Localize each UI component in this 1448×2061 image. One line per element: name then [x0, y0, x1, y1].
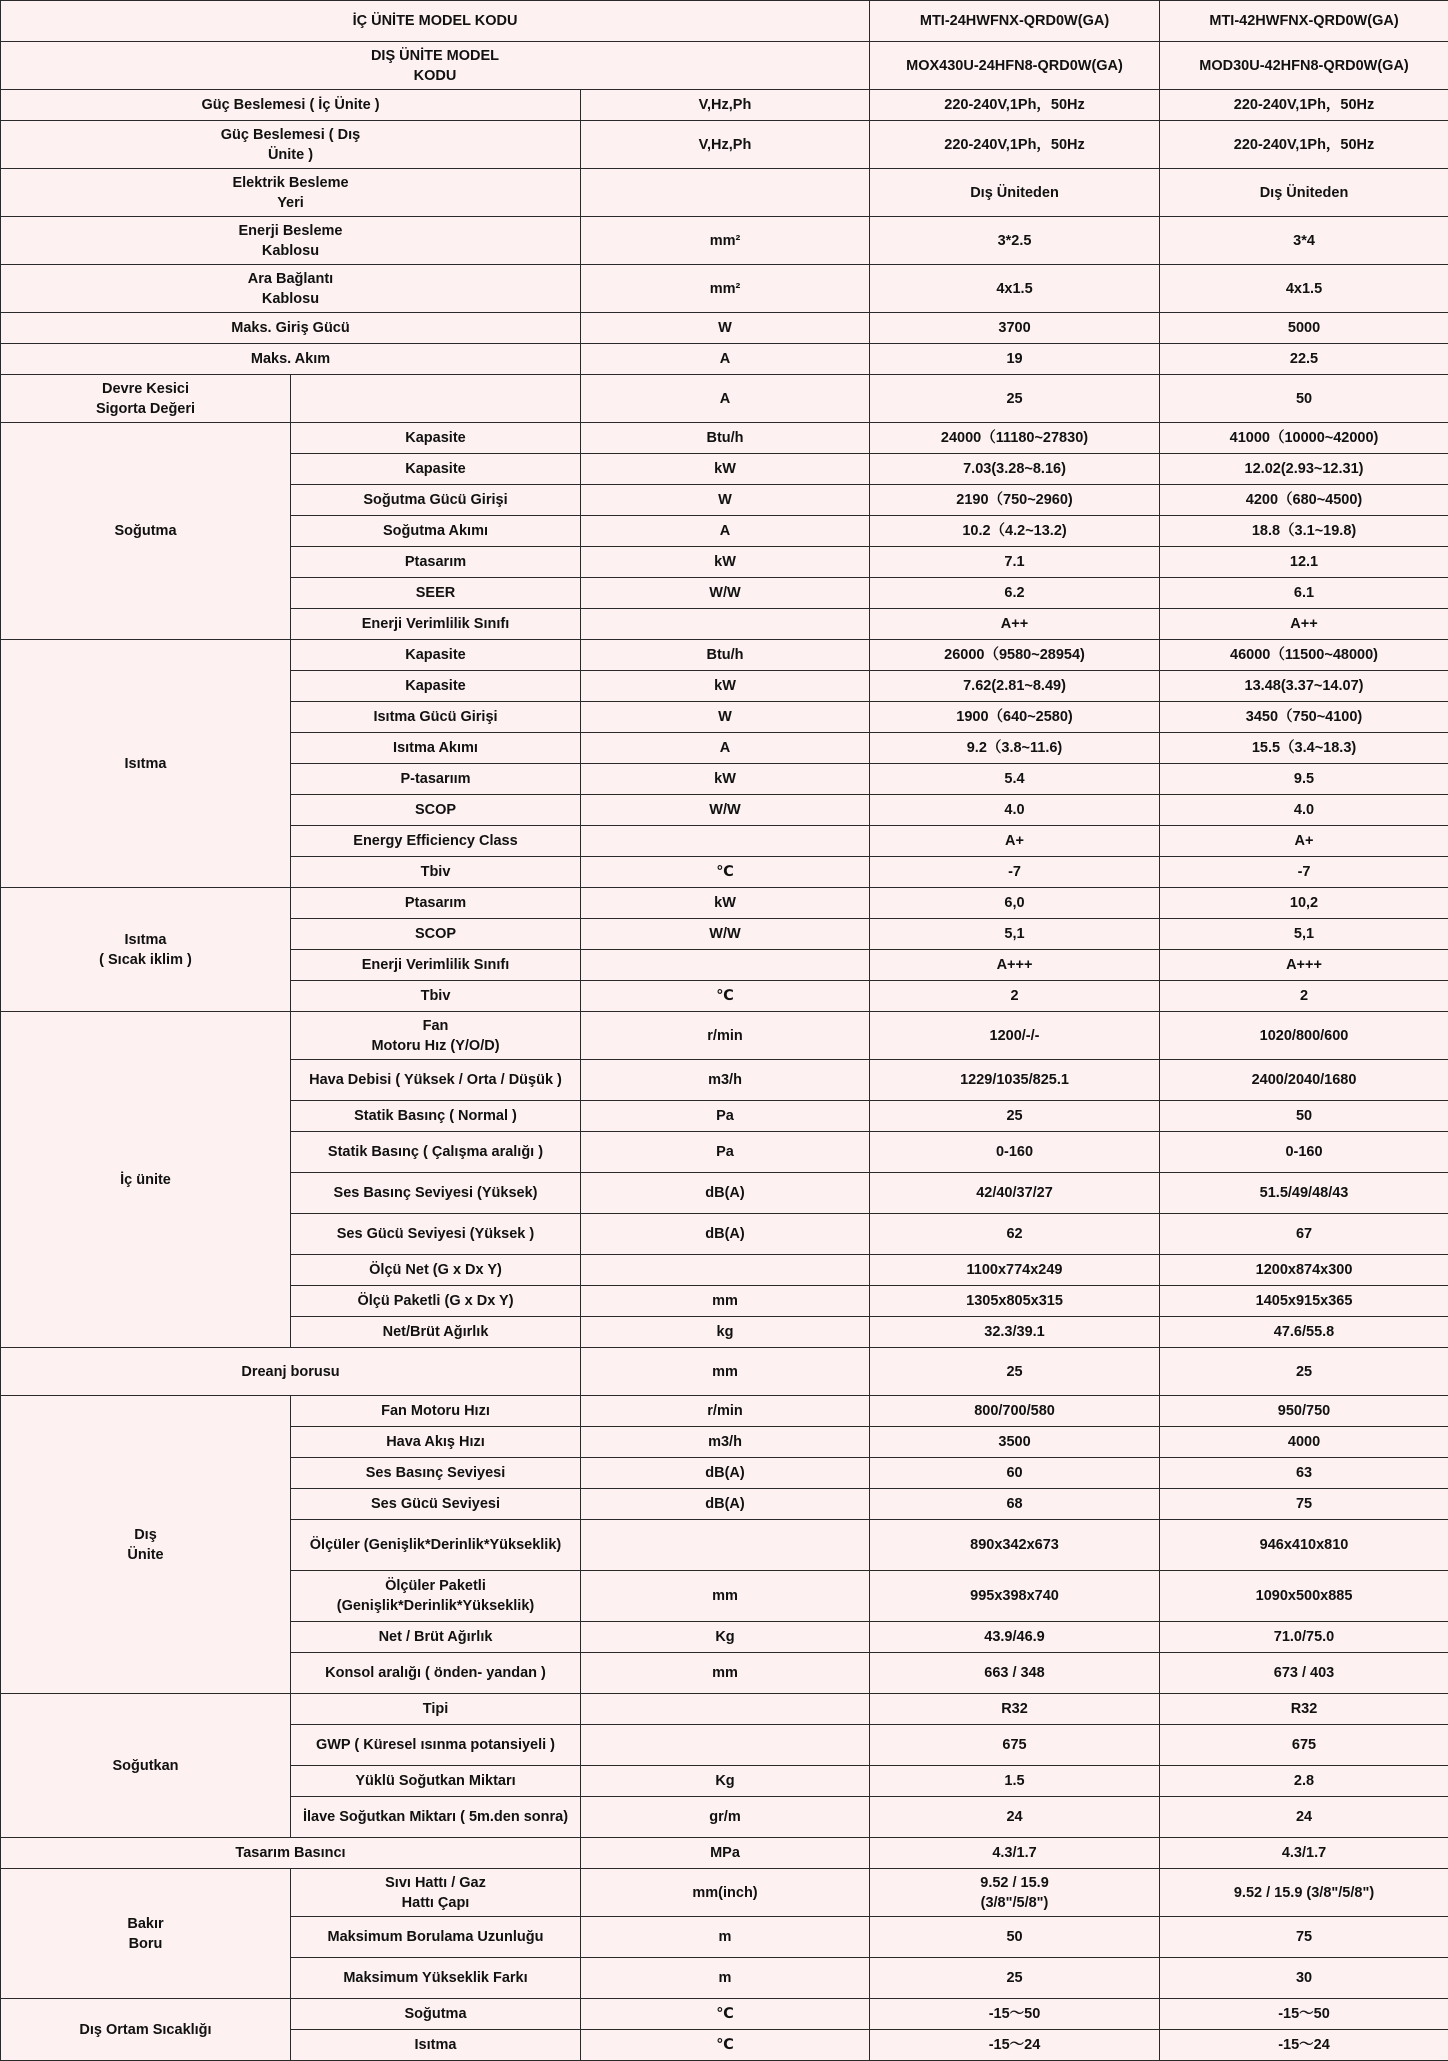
- value-model-2: 220-240V,1Ph，50Hz: [1160, 121, 1448, 169]
- value-model-2: 2: [1160, 981, 1448, 1012]
- indoor-group-label: İç ünite: [1, 1012, 291, 1348]
- value-model-2: -7: [1160, 857, 1448, 888]
- unit-cell: W: [581, 313, 870, 344]
- value-model-2: 9.5: [1160, 764, 1448, 795]
- value-model-2: 4200（680~4500): [1160, 485, 1448, 516]
- param-label: Tipi: [291, 1694, 581, 1725]
- general-row: [1, 313, 1448, 344]
- value-model-1: A+: [870, 826, 1160, 857]
- value-model-1: 675: [870, 1725, 1160, 1766]
- value-model-2: 46000（11500~48000): [1160, 640, 1448, 671]
- value-model-1: 5.4: [870, 764, 1160, 795]
- value-model-2: 1020/800/600: [1160, 1012, 1448, 1060]
- indoor-model-2: MTI-42HWFNX-QRD0W(GA): [1160, 1, 1448, 42]
- value-model-1: 2: [870, 981, 1160, 1012]
- header-row-outdoor: [1, 42, 1448, 90]
- value-model-2: 50: [1160, 1101, 1448, 1132]
- heating-group-label: Isıtma: [1, 640, 291, 888]
- unit-cell: ℃: [581, 2030, 870, 2061]
- value-model-1: 19: [870, 344, 1160, 375]
- row-label: Maks. Giriş Gücü: [1, 313, 581, 344]
- value-model-1: 6,0: [870, 888, 1160, 919]
- design_pressure-row: [1, 1838, 1448, 1869]
- param-label: Fan Motoru Hızı: [291, 1396, 581, 1427]
- value-model-2: 22.5: [1160, 344, 1448, 375]
- value-model-2: 12.02(2.93~12.31): [1160, 454, 1448, 485]
- drain-row: [1, 1348, 1448, 1396]
- unit-cell: dB(A): [581, 1458, 870, 1489]
- value-model-1: 995x398x740: [870, 1571, 1160, 1622]
- value-model-1: 3700: [870, 313, 1160, 344]
- value-model-2: 9.52 / 15.9 (3/8"/5/8"): [1160, 1869, 1448, 1917]
- value-model-2: 6.1: [1160, 578, 1448, 609]
- design_pressure-label: Tasarım Basıncı: [1, 1838, 581, 1869]
- param-label: Isıtma Akımı: [291, 733, 581, 764]
- unit-cell: [581, 1520, 870, 1571]
- param-label: Statik Basınç ( Çalışma aralığı ): [291, 1132, 581, 1173]
- value-model-1: 3*2.5: [870, 217, 1160, 265]
- param-label: Soğutma Akımı: [291, 516, 581, 547]
- value-model-2: 3*4: [1160, 217, 1448, 265]
- general-row: [1, 265, 1448, 313]
- row-label: Maks. Akım: [1, 344, 581, 375]
- value-model-2: 5000: [1160, 313, 1448, 344]
- unit-cell: W: [581, 702, 870, 733]
- value-model-2: A++: [1160, 609, 1448, 640]
- value-model-2: 24: [1160, 1797, 1448, 1838]
- ambient-row: [1, 1999, 1448, 2030]
- value-model-1: 0-160: [870, 1132, 1160, 1173]
- param-label: Ses Gücü Seviyesi (Yüksek ): [291, 1214, 581, 1255]
- param-label: Kapasite: [291, 454, 581, 485]
- value-model-2: 67: [1160, 1214, 1448, 1255]
- unit-cell: kg: [581, 1317, 870, 1348]
- param-label: Energy Efficiency Class: [291, 826, 581, 857]
- param-label: Ölçüler (Genişlik*Derinlik*Yükseklik): [291, 1520, 581, 1571]
- unit-cell: ℃: [581, 981, 870, 1012]
- unit-cell: kW: [581, 764, 870, 795]
- param-label: Fan Motoru Hız (Y/O/D): [291, 1012, 581, 1060]
- param-label: Tbiv: [291, 857, 581, 888]
- value-model-2: 12.1: [1160, 547, 1448, 578]
- value-model-2: A+: [1160, 826, 1448, 857]
- unit-cell: [581, 1725, 870, 1766]
- outdoor-model-1: MOX430U-24HFN8-QRD0W(GA): [870, 42, 1160, 90]
- unit-cell: W: [581, 485, 870, 516]
- param-label: Ses Basınç Seviyesi (Yüksek): [291, 1173, 581, 1214]
- value-model-2: 71.0/75.0: [1160, 1622, 1448, 1653]
- unit-cell: mm: [581, 1348, 870, 1396]
- value-model-2: 0-160: [1160, 1132, 1448, 1173]
- param-label: Ölçü Paketli (G x Dx Y): [291, 1286, 581, 1317]
- copper-row: [1, 1869, 1448, 1917]
- param-label: Ptasarım: [291, 547, 581, 578]
- param-label: SCOP: [291, 919, 581, 950]
- value-model-1: 800/700/580: [870, 1396, 1160, 1427]
- value-model-1: 3500: [870, 1427, 1160, 1458]
- value-model-2: 1405x915x365: [1160, 1286, 1448, 1317]
- value-model-2: 950/750: [1160, 1396, 1448, 1427]
- value-model-1: 7.62(2.81~8.49): [870, 671, 1160, 702]
- param-label: Isıtma Gücü Girişi: [291, 702, 581, 733]
- row-label: Güç Beslemesi ( İç Ünite ): [1, 90, 581, 121]
- param-label: Sıvı Hattı / Gaz Hattı Çapı: [291, 1869, 581, 1917]
- value-model-1: 220-240V,1Ph，50Hz: [870, 90, 1160, 121]
- general-row: [1, 344, 1448, 375]
- value-model-2: A+++: [1160, 950, 1448, 981]
- param-label: Ölçüler Paketli (Genişlik*Derinlik*Yükseklik): [291, 1571, 581, 1622]
- value-model-1: 1200/-/-: [870, 1012, 1160, 1060]
- value-model-2: 13.48(3.37~14.07): [1160, 671, 1448, 702]
- param-label: SCOP: [291, 795, 581, 826]
- param-label: Net / Brüt Ağırlık: [291, 1622, 581, 1653]
- unit-cell: kW: [581, 454, 870, 485]
- value-model-1: 1229/1035/825.1: [870, 1060, 1160, 1101]
- value-model-1: 7.1: [870, 547, 1160, 578]
- row-label: Enerji Besleme Kablosu: [1, 217, 581, 265]
- unit-cell: m: [581, 1917, 870, 1958]
- value-model-1: 4x1.5: [870, 265, 1160, 313]
- param-label: İlave Soğutkan Miktarı ( 5m.den sonra): [291, 1797, 581, 1838]
- unit-cell: m: [581, 1958, 870, 1999]
- value-model-2: 41000（10000~42000): [1160, 423, 1448, 454]
- unit-cell: [581, 1694, 870, 1725]
- empty-cell: [291, 375, 581, 423]
- value-model-2: Dış Üniteden: [1160, 169, 1448, 217]
- value-model-2: 30: [1160, 1958, 1448, 1999]
- unit-cell: Pa: [581, 1101, 870, 1132]
- cooling-group-label: Soğutma: [1, 423, 291, 640]
- value-model-1: 1900（640~2580): [870, 702, 1160, 733]
- param-label: Maksimum Borulama Uzunluğu: [291, 1917, 581, 1958]
- unit-cell: V,Hz,Ph: [581, 90, 870, 121]
- value-model-1: 4.0: [870, 795, 1160, 826]
- value-model-2: 25: [1160, 1348, 1448, 1396]
- param-label: Konsol aralığı ( önden- yandan ): [291, 1653, 581, 1694]
- param-label: Kapasite: [291, 423, 581, 454]
- value-model-1: 43.9/46.9: [870, 1622, 1160, 1653]
- value-model-2: 4.3/1.7: [1160, 1838, 1448, 1869]
- unit-cell: Btu/h: [581, 423, 870, 454]
- value-model-1: 1100x774x249: [870, 1255, 1160, 1286]
- value-model-1: 25: [870, 1958, 1160, 1999]
- param-label: Maksimum Yükseklik Farkı: [291, 1958, 581, 1999]
- refrigerant-row: [1, 1694, 1448, 1725]
- unit-cell: V,Hz,Ph: [581, 121, 870, 169]
- value-model-1: 890x342x673: [870, 1520, 1160, 1571]
- unit-cell: gr/m: [581, 1797, 870, 1838]
- value-model-2: 220-240V,1Ph，50Hz: [1160, 90, 1448, 121]
- value-model-1: 62: [870, 1214, 1160, 1255]
- unit-cell: ℃: [581, 1999, 870, 2030]
- value-model-1: A++: [870, 609, 1160, 640]
- copper-group-label: Bakır Boru: [1, 1869, 291, 1999]
- value-model-2: 2400/2040/1680: [1160, 1060, 1448, 1101]
- value-model-2: -15～24: [1160, 2030, 1448, 2061]
- unit-cell: [581, 826, 870, 857]
- ambient-group-label: Dış Ortam Sıcaklığı: [1, 1999, 291, 2061]
- value-model-1: -7: [870, 857, 1160, 888]
- value-model-1: 1305x805x315: [870, 1286, 1160, 1317]
- heating_warm-group-label: Isıtma ( Sıcak iklim ): [1, 888, 291, 1012]
- value-model-2: 75: [1160, 1917, 1448, 1958]
- unit-cell: kW: [581, 547, 870, 578]
- param-label: P-tasarıım: [291, 764, 581, 795]
- value-model-1: 9.2（3.8~11.6): [870, 733, 1160, 764]
- heating_warm-row: [1, 888, 1448, 919]
- value-model-2: 5,1: [1160, 919, 1448, 950]
- unit-cell: A: [581, 733, 870, 764]
- value-model-1: 4.3/1.7: [870, 1838, 1160, 1869]
- row-label: Elektrik Besleme Yeri: [1, 169, 581, 217]
- refrigerant-group-label: Soğutkan: [1, 1694, 291, 1838]
- value-model-2: 4x1.5: [1160, 265, 1448, 313]
- unit-cell: W/W: [581, 578, 870, 609]
- value-model-1: R32: [870, 1694, 1160, 1725]
- value-model-2: 15.5（3.4~18.3): [1160, 733, 1448, 764]
- param-label: Tbiv: [291, 981, 581, 1012]
- unit-cell: ℃: [581, 857, 870, 888]
- general-row: [1, 375, 1448, 423]
- value-model-2: 1090x500x885: [1160, 1571, 1448, 1622]
- param-label: Isıtma: [291, 2030, 581, 2061]
- general-row: [1, 90, 1448, 121]
- unit-cell: Btu/h: [581, 640, 870, 671]
- param-label: Ptasarım: [291, 888, 581, 919]
- heating-row: [1, 640, 1448, 671]
- general-row: [1, 217, 1448, 265]
- param-label: Enerji Verimlilik Sınıfı: [291, 609, 581, 640]
- param-label: Ölçü Net (G x Dx Y): [291, 1255, 581, 1286]
- param-label: Soğutma: [291, 1999, 581, 2030]
- param-label: Hava Akış Hızı: [291, 1427, 581, 1458]
- param-label: Hava Debisi ( Yüksek / Orta / Düşük ): [291, 1060, 581, 1101]
- value-model-2: 946x410x810: [1160, 1520, 1448, 1571]
- value-model-1: 68: [870, 1489, 1160, 1520]
- unit-cell: kW: [581, 888, 870, 919]
- value-model-1: 1.5: [870, 1766, 1160, 1797]
- unit-cell: mm: [581, 1653, 870, 1694]
- value-model-1: 6.2: [870, 578, 1160, 609]
- value-model-1: 663 / 348: [870, 1653, 1160, 1694]
- value-model-1: 2190（750~2960): [870, 485, 1160, 516]
- value-model-1: 32.3/39.1: [870, 1317, 1160, 1348]
- unit-cell: r/min: [581, 1012, 870, 1060]
- header-row-indoor: [1, 1, 1448, 42]
- value-model-1: 60: [870, 1458, 1160, 1489]
- value-model-2: 673 / 403: [1160, 1653, 1448, 1694]
- general-row: [1, 169, 1448, 217]
- outdoor-row: [1, 1396, 1448, 1427]
- value-model-2: 3450（750~4100): [1160, 702, 1448, 733]
- param-label: Kapasite: [291, 640, 581, 671]
- unit-cell: [581, 609, 870, 640]
- value-model-1: 24000（11180~27830): [870, 423, 1160, 454]
- param-label: Enerji Verimlilik Sınıfı: [291, 950, 581, 981]
- param-label: Soğutma Gücü Girişi: [291, 485, 581, 516]
- unit-cell: mm: [581, 1286, 870, 1317]
- outdoor-group-label: Dış Ünite: [1, 1396, 291, 1694]
- param-label: Statik Basınç ( Normal ): [291, 1101, 581, 1132]
- param-label: Ses Gücü Seviyesi: [291, 1489, 581, 1520]
- value-model-1: 9.52 / 15.9 (3/8"/5/8"): [870, 1869, 1160, 1917]
- drain-label: Dreanj borusu: [1, 1348, 581, 1396]
- param-label: Net/Brüt Ağırlık: [291, 1317, 581, 1348]
- unit-cell: A: [581, 344, 870, 375]
- value-model-2: -15～50: [1160, 1999, 1448, 2030]
- indoor-model-label: İÇ ÜNİTE MODEL KODU: [1, 1, 870, 42]
- row-label: Ara Bağlantı Kablosu: [1, 265, 581, 313]
- value-model-1: 25: [870, 1101, 1160, 1132]
- value-model-1: 25: [870, 375, 1160, 423]
- value-model-2: 63: [1160, 1458, 1448, 1489]
- cooling-row: [1, 423, 1448, 454]
- value-model-1: 10.2（4.2~13.2): [870, 516, 1160, 547]
- value-model-2: 4000: [1160, 1427, 1448, 1458]
- value-model-1: Dış Üniteden: [870, 169, 1160, 217]
- value-model-1: 26000（9580~28954): [870, 640, 1160, 671]
- unit-cell: A: [581, 516, 870, 547]
- value-model-1: 7.03(3.28~8.16): [870, 454, 1160, 485]
- value-model-1: 25: [870, 1348, 1160, 1396]
- unit-cell: [581, 1255, 870, 1286]
- row-label: Güç Beslemesi ( Dış Ünite ): [1, 121, 581, 169]
- value-model-2: 47.6/55.8: [1160, 1317, 1448, 1348]
- unit-cell: dB(A): [581, 1489, 870, 1520]
- unit-cell: dB(A): [581, 1173, 870, 1214]
- param-label: SEER: [291, 578, 581, 609]
- value-model-2: 10,2: [1160, 888, 1448, 919]
- outdoor-model-label: DIŞ ÜNİTE MODEL KODU: [1, 42, 870, 90]
- value-model-2: 51.5/49/48/43: [1160, 1173, 1448, 1214]
- unit-cell: mm: [581, 1571, 870, 1622]
- value-model-2: 2.8: [1160, 1766, 1448, 1797]
- value-model-2: 675: [1160, 1725, 1448, 1766]
- value-model-2: 75: [1160, 1489, 1448, 1520]
- unit-cell: m3/h: [581, 1060, 870, 1101]
- unit-cell: kW: [581, 671, 870, 702]
- unit-cell: [581, 950, 870, 981]
- value-model-1: 50: [870, 1917, 1160, 1958]
- unit-cell: m3/h: [581, 1427, 870, 1458]
- param-label: Ses Basınç Seviyesi: [291, 1458, 581, 1489]
- value-model-1: 5,1: [870, 919, 1160, 950]
- value-model-1: 220-240V,1Ph，50Hz: [870, 121, 1160, 169]
- value-model-1: 42/40/37/27: [870, 1173, 1160, 1214]
- unit-cell: mm²: [581, 265, 870, 313]
- unit-cell: W/W: [581, 795, 870, 826]
- unit-cell: MPa: [581, 1838, 870, 1869]
- unit-cell: mm(inch): [581, 1869, 870, 1917]
- unit-cell: Pa: [581, 1132, 870, 1173]
- general-row: [1, 121, 1448, 169]
- value-model-1: 24: [870, 1797, 1160, 1838]
- unit-cell: [581, 169, 870, 217]
- value-model-1: -15～24: [870, 2030, 1160, 2061]
- unit-cell: mm²: [581, 217, 870, 265]
- value-model-2: R32: [1160, 1694, 1448, 1725]
- value-model-2: 4.0: [1160, 795, 1448, 826]
- value-model-1: -15～50: [870, 1999, 1160, 2030]
- unit-cell: Kg: [581, 1622, 870, 1653]
- indoor-row: [1, 1012, 1448, 1060]
- param-label: GWP ( Küresel ısınma potansiyeli ): [291, 1725, 581, 1766]
- indoor-model-1: MTI-24HWFNX-QRD0W(GA): [870, 1, 1160, 42]
- unit-cell: dB(A): [581, 1214, 870, 1255]
- unit-cell: A: [581, 375, 870, 423]
- row-label: Devre Kesici Sigorta Değeri: [1, 375, 291, 423]
- value-model-2: 1200x874x300: [1160, 1255, 1448, 1286]
- param-label: Kapasite: [291, 671, 581, 702]
- param-label: Yüklü Soğutkan Miktarı: [291, 1766, 581, 1797]
- unit-cell: W/W: [581, 919, 870, 950]
- unit-cell: r/min: [581, 1396, 870, 1427]
- value-model-2: 18.8（3.1~19.8): [1160, 516, 1448, 547]
- value-model-1: A+++: [870, 950, 1160, 981]
- outdoor-model-2: MOD30U-42HFN8-QRD0W(GA): [1160, 42, 1448, 90]
- value-model-2: 50: [1160, 375, 1448, 423]
- unit-cell: Kg: [581, 1766, 870, 1797]
